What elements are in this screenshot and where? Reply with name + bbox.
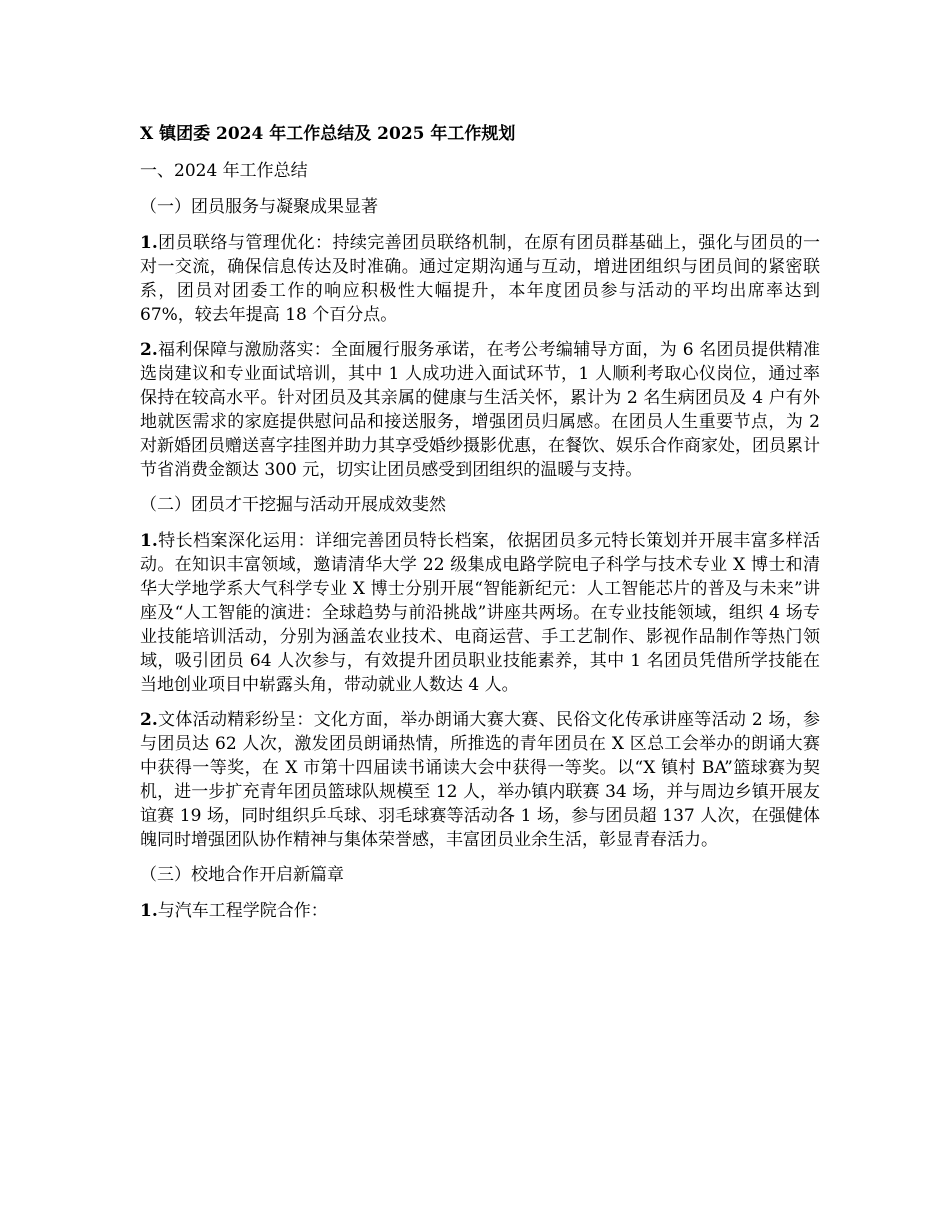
subsection-heading-talent: （二）团员才干挖掘与活动开展成效斐然 [140,495,446,515]
paragraph-liaison [140,231,820,327]
item-number: 2. [140,710,158,730]
item-number: 1. [140,901,158,921]
item-number: 1. [140,531,158,551]
paragraph-specialty-archive [140,529,820,697]
section-heading-summary: 一、2024 年工作总结 [140,161,308,181]
paragraph-text: 文体活动精彩纷呈：文化方面，举办朗诵大赛大赛、民俗文化传承讲座等活动 2 场，参与团员达 62 人次，激发团员朗诵热情，所推选的青年团员在 X 区总工会举办的朗诵大赛中获得一等奖，在 X 市第十四届读书诵读大会中获得一等奖。以“X 镇村 BA”篮球赛为契机，进一步扩充青年团员篮球队规模至 12 人，举办镇内联赛 34 场，并与周边乡镇开展友谊赛 19 场，同时组织乒乓球、羽毛球赛等活动各 1 场，参与团员超 137 人次，在强健体魄同时增强团队协作精神与集体荣誉感，丰富团员业余生活，彰显青春活力。 [140,710,820,850]
paragraph-text: 团员联络与管理优化：持续完善团员联络机制，在原有团员群基础上，强化与团员的一对一交流，确保信息传达及时准确。通过定期沟通与互动，增进团组织与团员间的紧密联系，团员对团委工作的响应积极性大幅提升，本年度团员参与活动的平均出席率达到 67%，较去年提高 18 个百分点。 [140,233,820,325]
document-title: X 镇团委 2024 年工作总结及 2025 年工作规划 [140,124,516,144]
paragraph-text: 与汽车工程学院合作： [157,901,328,921]
item-number: 1. [140,233,158,253]
paragraph-text: 福利保障与激励落实：全面履行服务承诺，在考公考编辅导方面，为 6 名团员提供精准选岗建议和专业面试培训，其中 1 人成功进入面试环节，1 人顺利考取心仪岗位，通过率保持在较高水平。针对团员及其亲属的健康与生活关怀，累计为 2 名生病团员及 4 户有外地就医需求的家庭提供慰问品和接送服务，增强团员归属感。在团员人生重要节点，为 2 对新婚团员赠送喜字挂图并助力其享受婚纱摄影优惠，在餐饮、娱乐合作商家处，团员累计节省消费金额达 300 元，切实让团员感受到团组织的温暖与支持。 [140,340,820,480]
subsection-heading-service: （一）团员服务与凝聚成果显著 [140,197,378,217]
paragraph-welfare [140,338,820,482]
subsection-heading-cooperation: （三）校地合作开启新篇章 [140,865,344,885]
paragraph-text: 特长档案深化运用：详细完善团员特长档案，依据团员多元特长策划并开展丰富多样活动。在知识丰富领域，邀请清华大学 22 级集成电路学院电子科学与技术专业 X 博士和清华大学地学系大气科学专业 X 博士分别开展“智能新纪元：人工智能芯片的普及与未来”讲座及“人工智能的演进：全球趋势与前沿挑战”讲座共两场。在专业技能领域，组织 4 场专业技能培训活动，分别为涵盖农业技术、电商运营、手工艺制作、影视作品制作等热门领域，吸引团员 64 人次参与，有效提升团员职业技能素养，其中 1 名团员凭借所学技能在当地创业项目中崭露头角，带动就业人数达 4 人。 [140,531,820,695]
document-page [140,122,820,934]
item-number: 2. [140,340,158,360]
paragraph-cultural-sports [140,708,820,852]
paragraph-automotive-college [140,899,820,923]
